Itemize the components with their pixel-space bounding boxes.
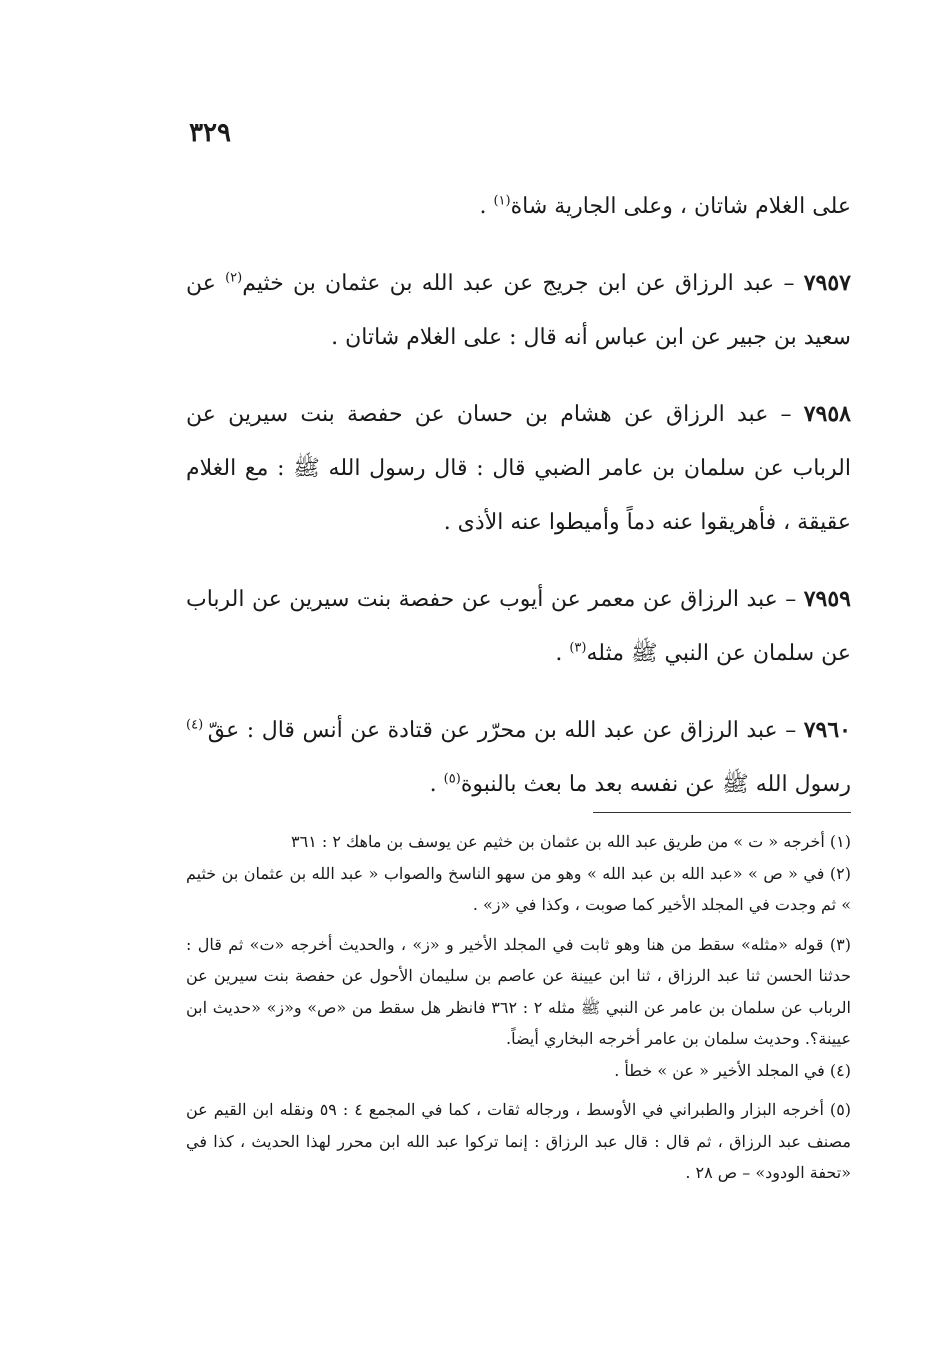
hadith-end: . (429, 772, 444, 797)
hadith-text: رسول الله ﷺ عن نفسه بعد ما بعث بالنبوة (460, 772, 851, 797)
hadith-7957 (186, 256, 851, 365)
hadith-end: . (555, 641, 570, 666)
hadith-7958 (186, 387, 851, 550)
footnote-separator (593, 812, 851, 813)
hadith-7960 (186, 703, 851, 812)
hadith-7959 (186, 572, 851, 681)
hadith-number: ٧٩٥٧ (803, 270, 851, 296)
hadith-number: ٧٩٦٠ (803, 717, 851, 743)
hadith-text: – عبد الرزاق عن معمر عن أيوب عن حفصة بنت سيرين عن الرباب عن سلمان عن النبي ﷺ مثله (186, 587, 851, 666)
footnote-2: (٢) في « ص » «عبد الله بن عبد الله » وهو من سهو الناسخ والصواب « عبد الله بن عثمان بن خثيم » ثم وجدت في المجلد الأخير كما صوبت ، وكذا في «ز» . (186, 863, 851, 914)
footnote-4: (٤) في المجلد الأخير « عن » خطأ . (614, 1060, 851, 1080)
footnote-ref-1: (١) (493, 193, 511, 209)
hadith-text: – عبد الرزاق عن ابن جريج عن عبد الله بن عثمان بن خثيم (242, 271, 804, 296)
main-text (186, 180, 851, 812)
continuation-end: . (479, 194, 494, 219)
footnote-ref-3: (٣) (569, 640, 587, 656)
continuation-text: على الغلام شاتان ، وعلى الجارية شاة (510, 194, 851, 219)
page-number: ٣٢٩ (189, 118, 231, 148)
hadith-text: عن سعيد بن جبير عن ابن عباس أنه قال : على الغلام شاتان . (186, 271, 851, 350)
footnote-ref-5: (٥) (443, 771, 461, 787)
footnote-ref-4: (٤) (186, 717, 208, 733)
footnote-5: (٥) أخرجه البزار والطبراني في الأوسط ، ورجاله ثقات ، كما في المجمع ٤ : ٥٩ ونقله ابن القيم عن مصنف عبد الرزاق ، ثم قال : قال عبد الرزاق : إنما تركوا عبد الله ابن محرر لهذا الحديث ، كذا في «تحفة الودود» – ص ٢٨ . (186, 1100, 852, 1182)
continuation-paragraph (186, 180, 851, 234)
footnote-3: (٣) قوله «مثله» سقط من هنا وهو ثابت في المجلد الأخير و «ز» ، والحديث أخرجه «ت» ثم قال : حدثنا الحسن ثنا عبد الرزاق ، ثنا ابن عيينة عن عاصم بن سليمان الأحول عن حفصة بنت سيرين عن الرباب عن سلمان بن عامر عن النبي ﷺ مثله ٢ : ٣٦٢ فانظر هل سقط من «ص» و«ز» «حديث ابن عيينة؟. وحديث سلمان بن عامر أخرجه البخاري أيضاً. (186, 934, 852, 1048)
hadith-number: ٧٩٥٩ (803, 586, 851, 612)
footnote-1: (١) أخرجه « ت » من طريق عبد الله بن عثمان بن خثيم عن يوسف بن ماهك ٢ : ٣٦١ (291, 832, 851, 851)
hadith-number: ٧٩٥٨ (803, 401, 851, 427)
hadith-text: – عبد الرزاق عن عبد الله بن محرّر عن قتادة عن أنس قال : عقّ (207, 718, 804, 743)
footnote-ref-2: (٢) (225, 270, 243, 286)
footnotes (186, 826, 851, 1189)
hadith-text: – عبد الرزاق عن هشام بن حسان عن حفصة بنت سيرين عن الرباب عن سلمان بن عامر الضبي قال : قال رسول الله ﷺ : مع الغلام عقيقة ، فأهريقوا عنه دماً وأميطوا عنه الأذى . (186, 402, 851, 535)
